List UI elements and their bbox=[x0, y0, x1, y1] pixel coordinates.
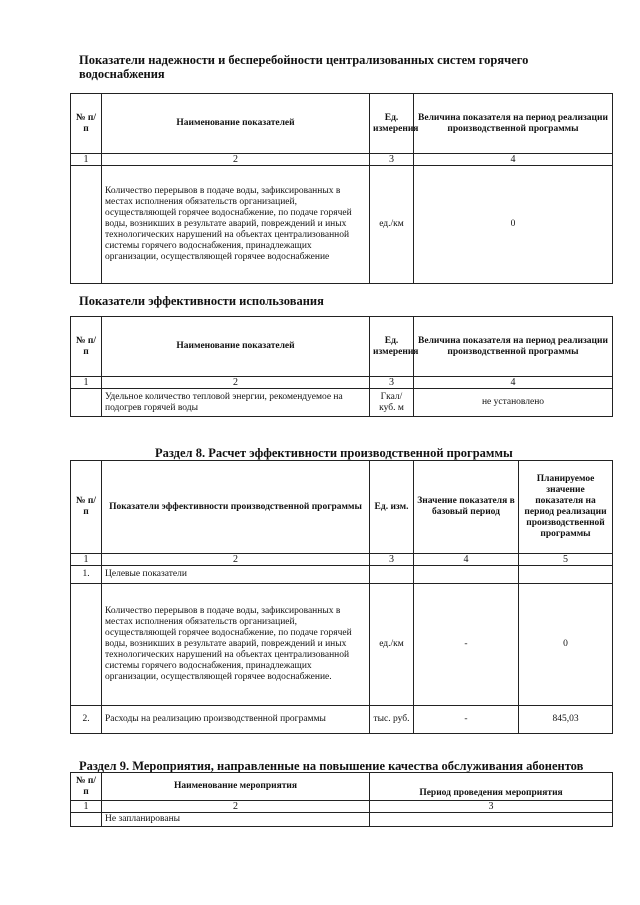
column-number-row bbox=[71, 554, 613, 566]
cell-base: - bbox=[414, 584, 519, 706]
cell-planned: 0 bbox=[519, 584, 613, 706]
efficiency-table bbox=[70, 316, 613, 417]
col-num: 5 bbox=[519, 554, 613, 566]
cell-unit: Гкал/ куб. м bbox=[370, 389, 414, 417]
col-num: 1 bbox=[71, 377, 102, 389]
col-num: 2 bbox=[102, 801, 370, 813]
section8-table bbox=[70, 460, 613, 734]
column-number-row bbox=[71, 377, 613, 389]
col-num: 4 bbox=[414, 154, 613, 166]
col-num: 3 bbox=[370, 377, 414, 389]
cell-no bbox=[71, 166, 102, 284]
table-row bbox=[71, 706, 613, 734]
reliability-heading: Показатели надежности и бесперебойности централизованных систем горячего водоснабжения bbox=[79, 53, 529, 81]
cell-value: не установлено bbox=[414, 389, 613, 417]
table-row bbox=[71, 584, 613, 706]
col-num: 2 bbox=[102, 377, 370, 389]
column-number-row bbox=[71, 801, 613, 813]
col-num: 4 bbox=[414, 554, 519, 566]
cell-planned bbox=[519, 566, 613, 584]
table-header-row bbox=[71, 94, 613, 154]
table-row bbox=[71, 389, 613, 417]
cell-unit: ед./км bbox=[370, 166, 414, 284]
table-row bbox=[71, 813, 613, 827]
section8-heading: Раздел 8. Расчет эффективности производственной программы bbox=[155, 446, 513, 460]
header-unit: Ед. изм. bbox=[370, 461, 414, 554]
col-num: 4 bbox=[414, 377, 613, 389]
cell-name: Расходы на реализацию производственной программы bbox=[102, 706, 370, 734]
header-value: Величина показателя на период реализации производственной программы bbox=[414, 317, 613, 377]
efficiency-heading: Показатели эффективности использования bbox=[79, 294, 324, 308]
table-header-row bbox=[71, 317, 613, 377]
section9-table bbox=[70, 772, 613, 827]
cell-name: Удельное количество тепловой энергии, рекомендуемое на подогрев горячей воды bbox=[102, 389, 370, 417]
header-period: Период проведения мероприятия bbox=[370, 773, 613, 801]
header-base: Значение показателя в базовый период bbox=[414, 461, 519, 554]
header-name: Наименование показателей bbox=[102, 94, 370, 154]
cell-name: Количество перерывов в подаче воды, зафиксированных в местах исполнения обязательств организацией, осуществляющей горячее водоснабжение, по подаче горячей воды, возникших в результате аварий, повреждений и иных технологических нарушений на объектах централизованной системы горячего водоснабжения, принадлежащих организации, осуществляющей горячее водоснабжение. bbox=[102, 584, 370, 706]
reliability-table bbox=[70, 93, 613, 284]
cell-no: 2. bbox=[71, 706, 102, 734]
table-header-row bbox=[71, 461, 613, 554]
cell-base: - bbox=[414, 706, 519, 734]
col-num: 3 bbox=[370, 154, 414, 166]
cell-no: 1. bbox=[71, 566, 102, 584]
col-num: 2 bbox=[102, 554, 370, 566]
header-unit: Ед. измерения bbox=[370, 317, 414, 377]
col-num: 1 bbox=[71, 801, 102, 813]
header-value: Величина показателя на период реализации производственной программы bbox=[414, 94, 613, 154]
header-unit: Ед. измерения bbox=[370, 94, 414, 154]
header-no: № п/п bbox=[71, 773, 102, 801]
header-no: № п/п bbox=[71, 461, 102, 554]
cell-no bbox=[71, 813, 102, 827]
header-name: Наименование мероприятия bbox=[102, 773, 370, 801]
section9-heading: Раздел 9. Мероприятия, направленные на повышение качества обслуживания абонентов bbox=[79, 759, 584, 773]
column-number-row bbox=[71, 154, 613, 166]
col-num: 1 bbox=[71, 154, 102, 166]
cell-base bbox=[414, 566, 519, 584]
table-row bbox=[71, 566, 613, 584]
header-name: Наименование показателей bbox=[102, 317, 370, 377]
col-num: 3 bbox=[370, 801, 613, 813]
cell-no bbox=[71, 389, 102, 417]
table-header-row bbox=[71, 773, 613, 801]
cell-unit: тыс. руб. bbox=[370, 706, 414, 734]
header-no: № п/п bbox=[71, 317, 102, 377]
cell-name: Целевые показатели bbox=[102, 566, 370, 584]
cell-planned: 845,03 bbox=[519, 706, 613, 734]
cell-no bbox=[71, 584, 102, 706]
table-row bbox=[71, 166, 613, 284]
cell-period bbox=[370, 813, 613, 827]
cell-name: Не запланированы bbox=[102, 813, 370, 827]
col-num: 2 bbox=[102, 154, 370, 166]
cell-unit: ед./км bbox=[370, 584, 414, 706]
col-num: 3 bbox=[370, 554, 414, 566]
cell-value: 0 bbox=[414, 166, 613, 284]
header-name: Показатели эффективности производственной программы bbox=[102, 461, 370, 554]
cell-name: Количество перерывов в подаче воды, зафиксированных в местах исполнения обязательств организацией, осуществляющей горячее водоснабжение, по подаче горячей воды, возникших в результате аварий, повреждений и иных технологических нарушений на объектах централизованной системы горячего водоснабжения, принадлежащих организации, осуществляющей горячее водоснабжение bbox=[102, 166, 370, 284]
header-no: № п/п bbox=[71, 94, 102, 154]
col-num: 1 bbox=[71, 554, 102, 566]
cell-unit bbox=[370, 566, 414, 584]
header-planned: Планируемое значение показателя на период реализации производственной программы bbox=[519, 461, 613, 554]
